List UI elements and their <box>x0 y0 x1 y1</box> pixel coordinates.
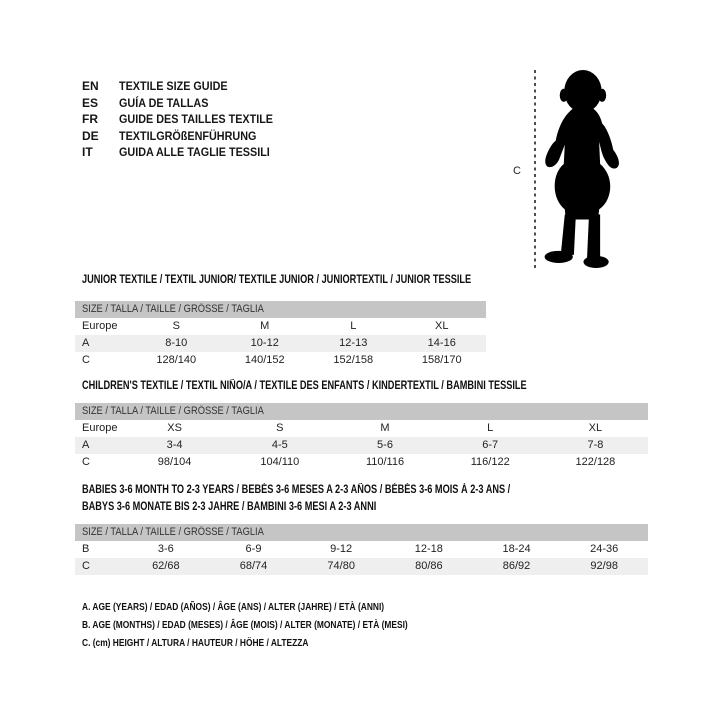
measurement-legend <box>82 598 489 652</box>
size-cell: M <box>260 320 270 332</box>
babies-table-title-line2: BABYS 3-6 MONATE BIS 2-3 JAHRE / BAMBINI 3-6 MESI A 2-3 ANNI <box>82 501 377 513</box>
legend-line-c <box>82 634 489 652</box>
row-label: A <box>82 337 90 349</box>
row-label: C <box>82 456 90 468</box>
children-table-header-bar <box>75 403 648 420</box>
table-row-europe <box>75 318 486 335</box>
language-code: EN <box>82 79 99 93</box>
age-cell: 8-10 <box>165 337 188 349</box>
language-row <box>82 144 290 161</box>
size-cell: L <box>350 320 357 332</box>
age-cell: 5-6 <box>377 439 393 451</box>
babies-table-title-line1: BABIES 3-6 MONTH TO 2-3 YEARS / BEBÉS 3-6 MESES A 2-3 AÑOS / BÉBÉS 3-6 MOIS À 2-3 ANS / <box>82 484 511 496</box>
height-measure-label: C <box>513 165 521 177</box>
age-cell: 14-16 <box>427 337 456 349</box>
legend-line-b-text: B. AGE (MONTHS) / EDAD (MESES) / ÂGE (MOIS) / ALTER (MONATE) / ETÀ (MESI) <box>82 619 408 631</box>
junior-table-header-text: SIZE / TALLA / TAILLE / GRÖSSE / TAGLIA <box>82 303 264 315</box>
row-label: A <box>82 439 90 451</box>
row-label: C <box>82 560 90 572</box>
table-row-age-months <box>75 541 648 558</box>
table-row-age <box>75 335 486 352</box>
age-cell: 12-13 <box>339 337 368 349</box>
age-cell: 7-8 <box>587 439 604 451</box>
height-cell: 140/152 <box>244 354 285 366</box>
babies-size-table <box>75 524 648 575</box>
language-code: DE <box>82 128 99 143</box>
height-cell: 152/158 <box>333 354 374 366</box>
age-cell: 4-5 <box>271 439 288 451</box>
size-cell: L <box>487 422 494 434</box>
height-measure-dotted-line <box>534 70 536 268</box>
table-row-height <box>75 352 486 369</box>
height-cell: 104/110 <box>260 456 300 468</box>
language-code: ES <box>82 95 99 110</box>
height-cell: 74/80 <box>327 560 355 572</box>
table-row-age <box>75 437 648 454</box>
table-row-europe <box>75 420 648 437</box>
height-cell: 122/128 <box>575 456 616 468</box>
height-cell: 68/74 <box>239 560 268 572</box>
language-label: GUIDA ALLE TAGLIE TESSILI <box>119 145 270 159</box>
legend-line-a-text: A. AGE (YEARS) / EDAD (AÑOS) / ÂGE (ANS) / ALTER (JAHRE) / ETÀ (ANNI) <box>82 601 385 613</box>
language-code: IT <box>82 145 93 159</box>
age-cell: 6-7 <box>482 439 499 451</box>
age-cell: 18-24 <box>502 543 531 555</box>
age-cell: 6-9 <box>245 543 262 555</box>
junior-table-title <box>82 272 568 289</box>
height-cell: 98/104 <box>157 456 192 468</box>
size-cell: S <box>276 422 284 434</box>
babies-table-header-bar <box>75 524 648 541</box>
age-cell: 3-4 <box>166 439 183 451</box>
height-cell: 62/68 <box>152 560 180 572</box>
babies-table-header-text: SIZE / TALLA / TAILLE / GRÖSSE / TAGLIA <box>82 526 264 538</box>
size-cell: M <box>380 422 390 434</box>
height-cell: 110/116 <box>365 456 405 468</box>
language-label: GUIDE DES TAILLES TEXTILE <box>119 112 274 126</box>
height-cell: 80/86 <box>415 560 443 572</box>
age-cell: 10-12 <box>250 337 279 349</box>
children-size-table <box>75 403 648 471</box>
size-cell: S <box>172 320 180 332</box>
age-cell: 12-18 <box>414 543 443 555</box>
height-cell: 86/92 <box>502 560 531 572</box>
children-table-title <box>82 378 638 395</box>
language-row <box>82 95 290 112</box>
language-row <box>82 78 290 95</box>
age-cell: 24-36 <box>590 543 619 555</box>
age-cell: 9-12 <box>330 543 353 555</box>
height-cell: 128/140 <box>156 354 197 366</box>
language-label: TEXTILGRÖßENFÜHRUNG <box>119 128 257 143</box>
size-cell: XL <box>588 422 603 434</box>
height-cell: 158/170 <box>421 354 462 366</box>
toddler-silhouette-icon <box>541 67 633 274</box>
legend-line-a <box>82 598 489 616</box>
children-table-title-text: CHILDREN'S TEXTILE / TEXTIL NIÑO/A / TEXTILE DES ENFANTS / KINDERTEXTIL / BAMBINI TESSILE <box>82 380 527 392</box>
age-cell: 3-6 <box>157 543 174 555</box>
height-cell: 116/122 <box>470 456 510 468</box>
table-row-height <box>75 454 648 471</box>
row-label: Europe <box>82 422 118 434</box>
language-list <box>82 78 290 161</box>
legend-line-c-text: C. (cm) HEIGHT / ALTURA / HAUTEUR / HÖHE / ALTEZZA <box>82 637 309 649</box>
table-row-height <box>75 558 648 575</box>
language-row <box>82 111 290 128</box>
row-label: B <box>82 543 90 555</box>
size-cell: XS <box>167 422 182 434</box>
children-table-header-text: SIZE / TALLA / TAILLE / GRÖSSE / TAGLIA <box>82 405 264 417</box>
language-label: GUÍA DE TALLAS <box>119 95 209 110</box>
babies-table-title <box>82 482 617 516</box>
size-cell: XL <box>435 320 449 332</box>
height-cell: 92/98 <box>590 560 618 572</box>
junior-size-table <box>75 301 486 369</box>
junior-table-title-text: JUNIOR TEXTILE / TEXTIL JUNIOR/ TEXTILE JUNIOR / JUNIORTEXTIL / JUNIOR TESSILE <box>82 274 472 286</box>
legend-line-b <box>82 616 489 634</box>
junior-table-header-bar <box>75 301 486 318</box>
language-label: TEXTILE SIZE GUIDE <box>119 79 228 93</box>
language-code: FR <box>82 112 98 126</box>
row-label: Europe <box>82 320 118 332</box>
language-row <box>82 128 290 145</box>
row-label: C <box>82 354 90 366</box>
